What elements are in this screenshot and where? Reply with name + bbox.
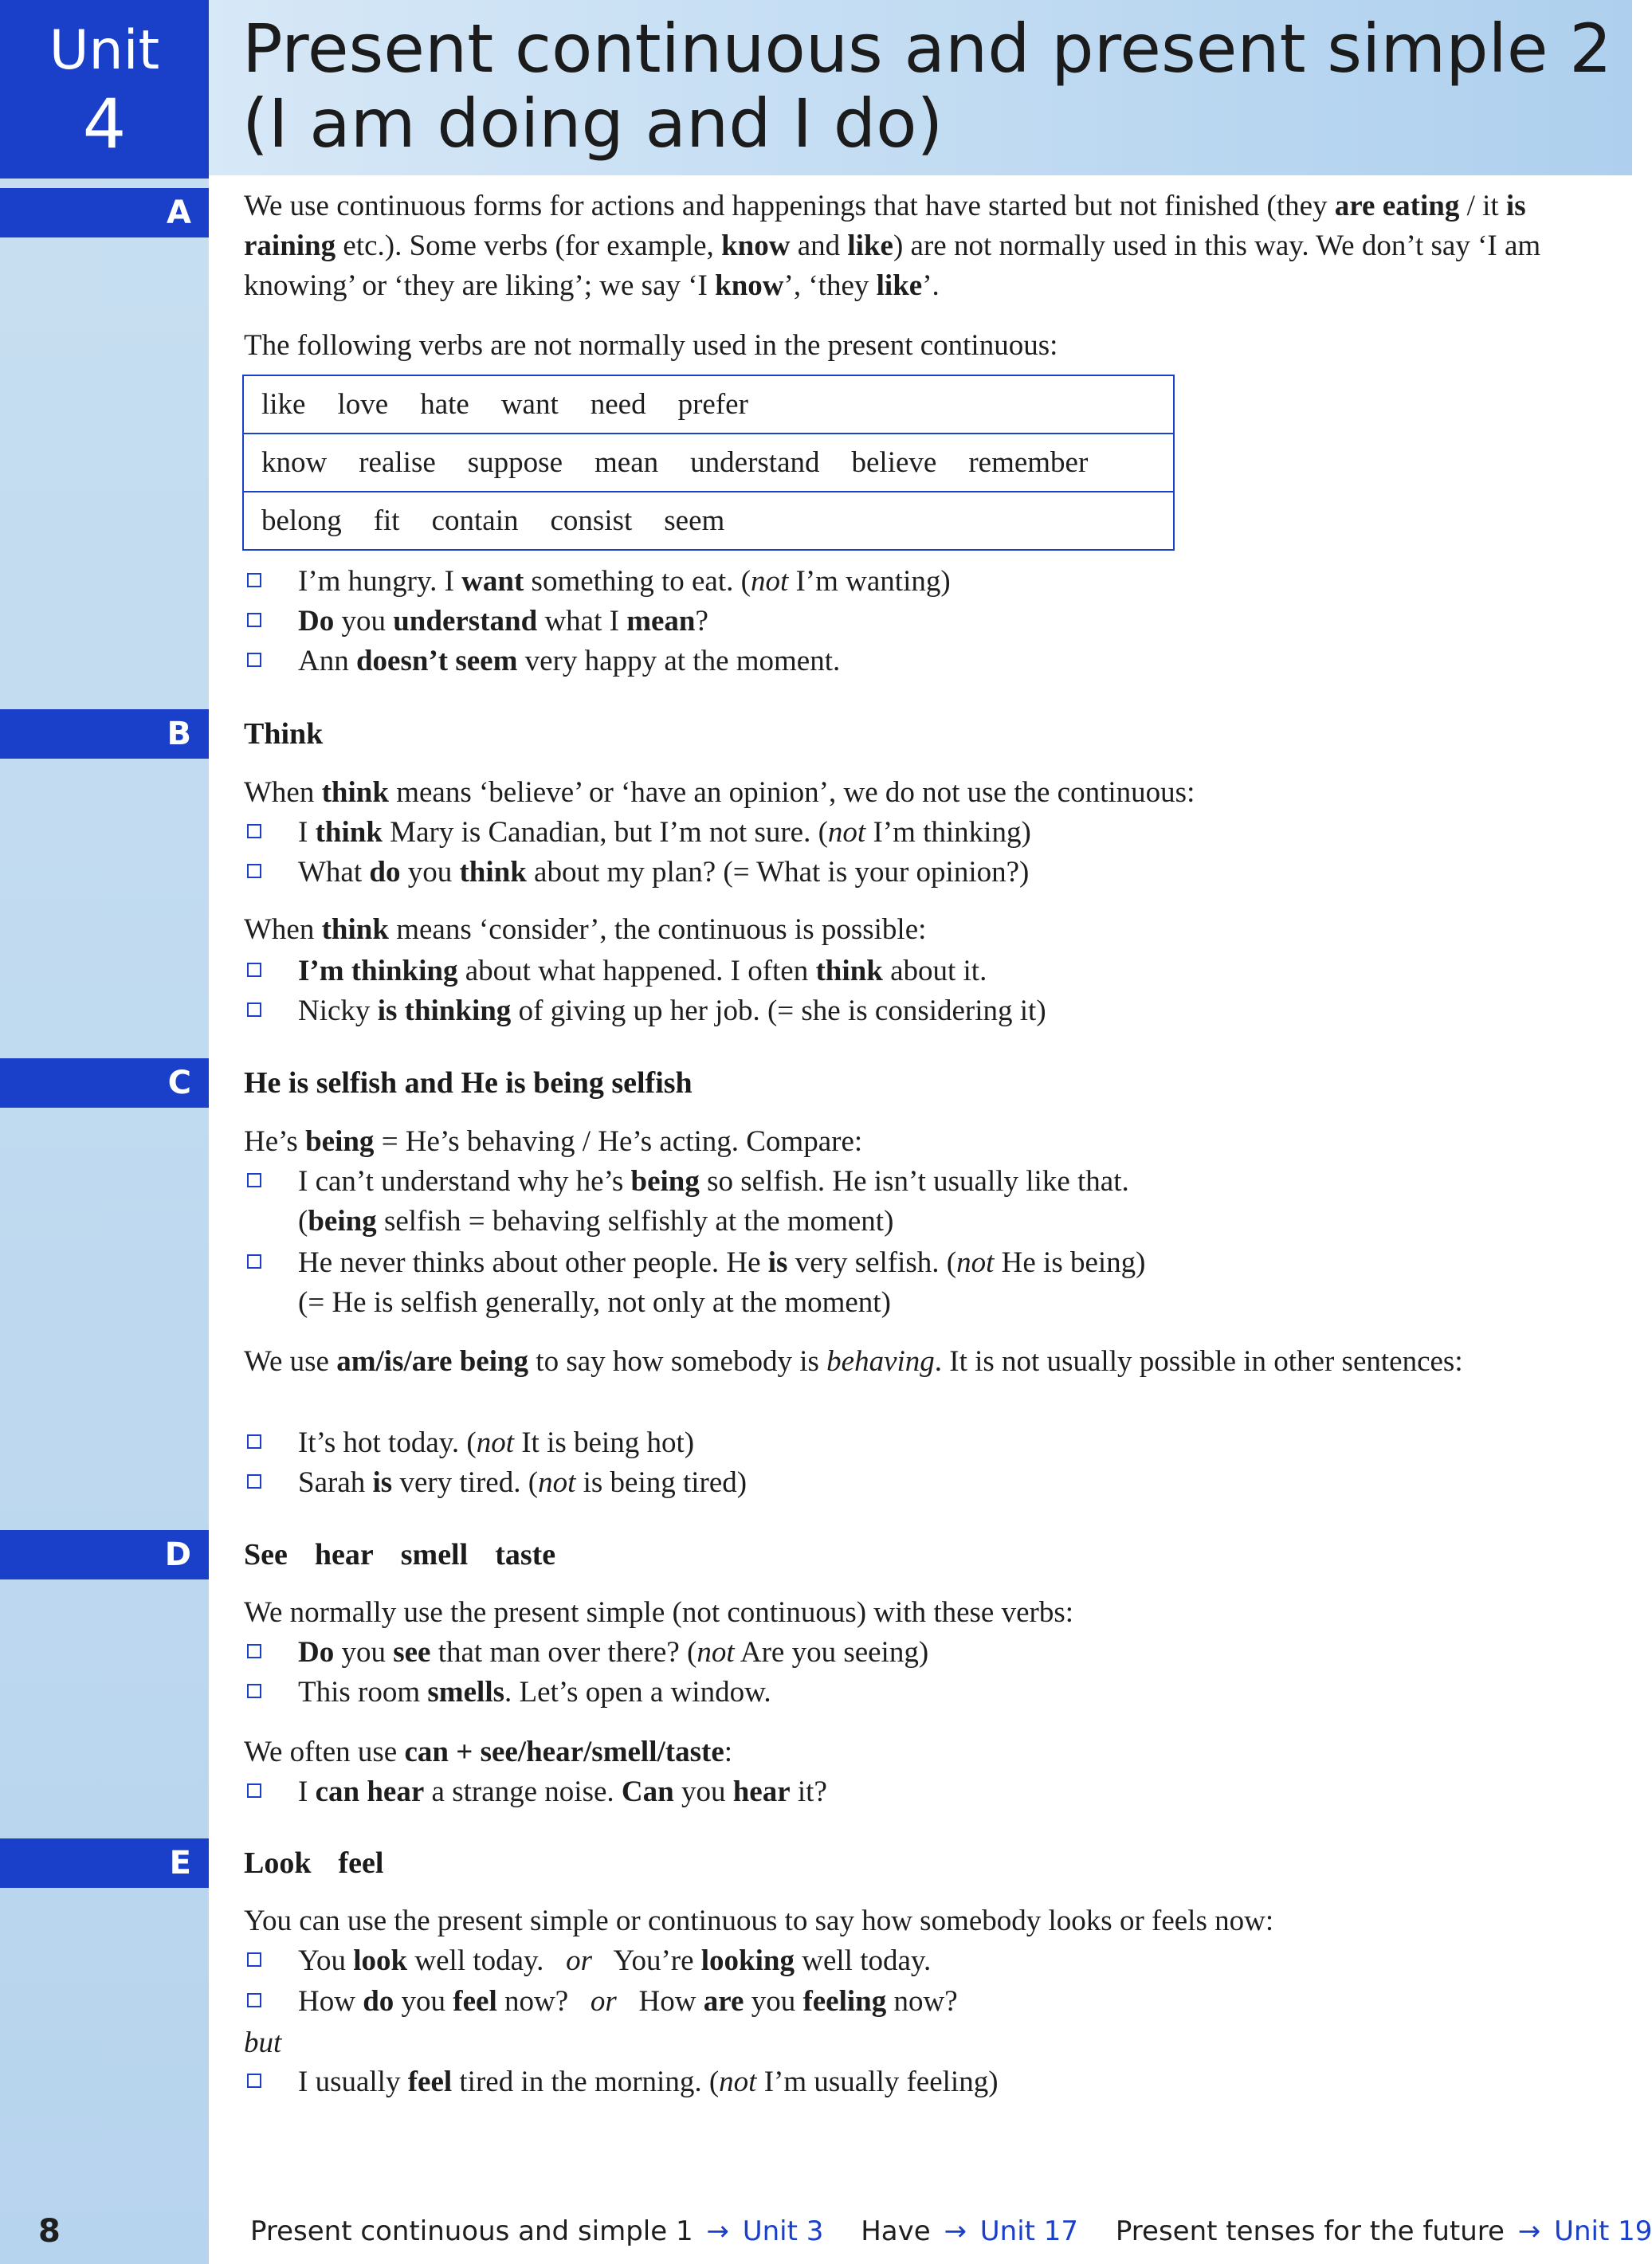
right-arrow-icon: → [944, 2215, 967, 2247]
contrast-word: but [244, 2027, 282, 2059]
section-d-paragraph-1: We normally use the present simple (not continuous) with these verbs: [244, 1596, 1074, 1629]
section-d-paragraph-2: We often use can + see/hear/smell/taste: [244, 1736, 733, 1768]
section-b-paragraph-1: When think means ‘believe’ or ‘have an opinion’, we do not use the continuous: [244, 776, 1195, 809]
section-e-paragraph-1: You can use the present simple or continuous to say how somebody looks or feels now: [244, 1905, 1274, 1937]
page-title [242, 11, 1629, 161]
verb-cell: understand [690, 446, 820, 479]
verb-cell: fit [373, 504, 400, 537]
title-line-1: Present continuous and present simple 2 [242, 10, 1612, 88]
example-sentence: I usually feel tired in the morning. (not I’m usually feeling) [298, 2062, 1565, 2102]
verb-row [244, 433, 1173, 491]
verb-cell: consist [550, 504, 633, 537]
verb-row [244, 491, 1173, 549]
verb-cell: suppose [467, 446, 563, 479]
example-sentence: I’m thinking about what happened. I often think about it. [298, 952, 1565, 991]
section-e-heading: Look feel [244, 1846, 384, 1880]
example-sentence: How do you feel now? or How are you feeling now? [298, 1982, 1565, 2022]
verb-cell: want [500, 388, 559, 421]
example-sentence: Do you understand what I mean? [298, 602, 1565, 642]
verb-cell: love [337, 388, 389, 421]
sidebar [0, 0, 209, 2264]
example-sentence: He never thinks about other people. He is very selfish. (not He is being) [298, 1243, 1565, 1283]
reference-link[interactable]: Unit 17 [979, 2215, 1079, 2247]
verb-cell: seem [664, 504, 725, 537]
square-bullet-icon [247, 1003, 261, 1017]
section-c-heading: He is selfish and He is being selfish [244, 1066, 693, 1100]
section-b-paragraph-2: When think means ‘consider’, the continuous is possible: [244, 913, 927, 946]
example-sentence: Ann doesn’t seem very happy at the moment. [298, 642, 1565, 681]
example-sentence: I can’t understand why he’s being so selfish. He isn’t usually like that. [298, 1162, 1565, 1202]
unit-number: 4 [82, 84, 127, 164]
section-c-paragraph-1: He’s being = He’s behaving / He’s acting. Compare: [244, 1125, 863, 1158]
verb-cell: believe [851, 446, 937, 479]
verb-cell: contain [431, 504, 519, 537]
reference-text: Have [861, 2215, 931, 2247]
title-line-2: (I am doing and I do) [242, 84, 944, 163]
section-b-heading: Think [244, 717, 324, 751]
verb-cell: hate [420, 388, 469, 421]
square-bullet-icon [247, 1474, 261, 1489]
square-bullet-icon [247, 573, 261, 587]
example-sentence: Nicky is thinking of giving up her job. (= she is considering it) [298, 991, 1565, 1031]
verb-cell: remember [968, 446, 1089, 479]
verb-cell: like [261, 388, 306, 421]
unit-badge [0, 0, 209, 179]
example-sentence: This room smells. Let’s open a window. [298, 1673, 1565, 1713]
right-arrow-icon: → [706, 2215, 729, 2247]
verb-cell: belong [261, 504, 342, 537]
reference-link[interactable]: Unit 3 [742, 2215, 824, 2247]
square-bullet-icon [247, 1644, 261, 1658]
square-bullet-icon [247, 864, 261, 878]
square-bullet-icon [247, 1684, 261, 1698]
reference-text: Present continuous and simple 1 [250, 2215, 693, 2247]
square-bullet-icon [247, 1173, 261, 1187]
verb-cell: need [590, 388, 646, 421]
verb-cell: mean [594, 446, 659, 479]
example-sentence: I think Mary is Canadian, but I’m not sure. (not I’m thinking) [298, 813, 1565, 853]
section-a-paragraph-2: The following verbs are not normally used in the present continuous: [244, 329, 1058, 362]
verb-cell: prefer [677, 388, 748, 421]
example-sentence: Sarah is very tired. (not is being tired) [298, 1463, 1565, 1503]
right-arrow-icon: → [1517, 2215, 1541, 2247]
example-sentence: What do you think about my plan? (= What is your opinion?) [298, 853, 1565, 893]
square-bullet-icon [247, 824, 261, 838]
section-c-marker: C [0, 1058, 209, 1108]
section-d-marker: D [0, 1530, 209, 1579]
reference-text: Present tenses for the future [1115, 2215, 1505, 2247]
unit-label: Unit [49, 19, 160, 82]
example-sentence-continued: (= He is selfish generally, not only at the moment) [298, 1286, 891, 1319]
square-bullet-icon [247, 2074, 261, 2088]
square-bullet-icon [247, 963, 261, 977]
page-footer [0, 2207, 1652, 2255]
verb-table [242, 375, 1175, 551]
square-bullet-icon [247, 1952, 261, 1967]
reference-link[interactable]: Unit 19 [1554, 2215, 1652, 2247]
example-sentence: You look well today. or You’re looking well today. [298, 1941, 1565, 1981]
section-a-marker: A [0, 188, 209, 237]
page-number: 8 [38, 2213, 61, 2250]
square-bullet-icon [247, 1993, 261, 2007]
example-sentence: I can hear a strange noise. Can you hear it? [298, 1772, 1565, 1812]
section-d-heading: See hear smell taste [244, 1538, 556, 1571]
cross-references [250, 2207, 1652, 2255]
verb-cell: know [261, 446, 328, 479]
example-sentence-continued: (being selfish = behaving selfishly at the moment) [298, 1205, 894, 1238]
square-bullet-icon [247, 1783, 261, 1798]
example-sentence: Do you see that man over there? (not Are you seeing) [298, 1633, 1565, 1673]
section-b-marker: B [0, 709, 209, 759]
verb-row [244, 376, 1173, 433]
section-a-paragraph-1: We use continuous forms for actions and happenings that have started but not finished (they are eating / it is raining etc.). Some verbs (for example, know and like) are not normally used in this way. We don’t say ‘I am knowing’ or ‘they are liking’; we say ‘I know’, ‘they like’. [244, 190, 1541, 302]
square-bullet-icon [247, 1434, 261, 1449]
section-c-paragraph-2: We use am/is/are being to say how somebody is behaving. It is not usually possible in other sentences: [244, 1345, 1463, 1378]
section-e-marker: E [0, 1838, 209, 1888]
square-bullet-icon [247, 1254, 261, 1269]
example-sentence: I’m hungry. I want something to eat. (not I’m wanting) [298, 562, 1565, 602]
square-bullet-icon [247, 653, 261, 667]
page-header [209, 0, 1632, 175]
verb-cell: realise [359, 446, 436, 479]
square-bullet-icon [247, 613, 261, 627]
example-sentence: It’s hot today. (not It is being hot) [298, 1423, 1565, 1463]
